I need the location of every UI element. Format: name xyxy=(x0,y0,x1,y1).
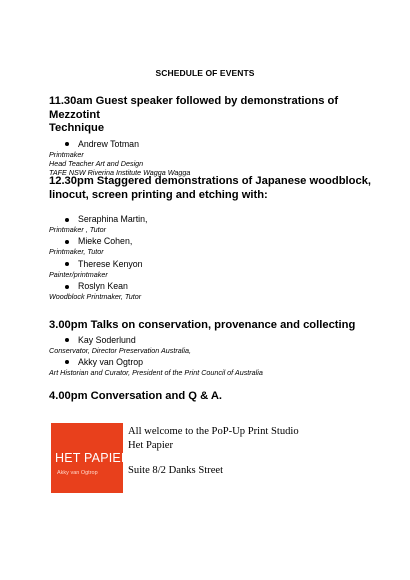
speaker-role: Woodblock Printmaker, Tutor xyxy=(49,292,142,302)
event-1230pm xyxy=(49,175,379,302)
speaker-bullet xyxy=(65,357,379,368)
speaker-name: Akky van Ogtrop xyxy=(78,356,144,367)
speaker-role: Conservator, Director Preservation Australia, xyxy=(49,345,191,355)
event-heading-line: linocut, screen printing and etching with: xyxy=(49,188,268,201)
event-300pm xyxy=(49,319,379,377)
bullet-dot-icon xyxy=(65,285,69,289)
speaker-bullet xyxy=(65,259,379,270)
speaker-bullet xyxy=(65,214,379,225)
event-heading xyxy=(49,175,379,202)
welcome-block xyxy=(128,425,388,478)
speaker-name: Roslyn Kean xyxy=(78,281,128,292)
page-title: SCHEDULE OF EVENTS xyxy=(155,68,255,78)
event-400pm xyxy=(49,390,379,404)
welcome-line: All welcome to the PoP-Up Print Studio xyxy=(128,426,299,437)
speaker-role: Printmaker , Tutor xyxy=(49,225,106,234)
het-papier-logo xyxy=(51,423,131,493)
event-heading-line: 4.00pm Conversation and Q & A. xyxy=(49,390,223,402)
speaker-role: Printmaker xyxy=(49,149,84,159)
speaker-bullet xyxy=(65,335,379,346)
speaker-name: Seraphina Martin, xyxy=(78,214,148,224)
bullet-dot-icon xyxy=(65,240,69,244)
welcome-address: Suite 8/2 Danks Street xyxy=(128,465,224,476)
speaker-name: Therese Kenyon xyxy=(78,258,143,269)
event-heading-line: Technique xyxy=(49,122,105,134)
speaker-role: Printmaker, Tutor xyxy=(49,247,104,257)
event-heading-line: 11.30am Guest speaker followed by demonstrations of Mezzotint xyxy=(49,95,339,121)
event-1130am xyxy=(49,95,379,178)
logo-wordmark: HET PAPIER xyxy=(55,451,131,465)
speaker-name: Mieke Cohen, xyxy=(78,236,133,247)
bullet-dot-icon xyxy=(65,142,69,146)
speaker-role: Painter/printmaker xyxy=(49,269,108,279)
speaker-role: TAFE NSW Riverina Institute Wagga Wagga xyxy=(49,168,191,178)
welcome-venue: Het Papier xyxy=(128,440,174,451)
speaker-bullet xyxy=(65,139,379,150)
bullet-dot-icon xyxy=(65,338,69,342)
speaker-role: Head Teacher Art and Design xyxy=(49,158,144,168)
logo-subtitle: Akky van Ogtrop xyxy=(57,470,98,476)
event-heading xyxy=(49,95,379,136)
speaker-role: Art Historian and Curator, President of the Print Council of Australia xyxy=(49,367,263,377)
event-heading xyxy=(49,390,379,404)
event-heading-line: 3.00pm Talks on conservation, provenance and collecting xyxy=(49,319,356,331)
speaker-bullet xyxy=(65,281,379,292)
bullet-dot-icon xyxy=(65,262,69,266)
bullet-dot-icon xyxy=(65,360,69,364)
speaker-name: Kay Soderlund xyxy=(78,334,136,345)
speaker-bullet xyxy=(65,236,379,247)
bullet-dot-icon xyxy=(65,218,69,222)
event-heading xyxy=(49,319,379,333)
speaker-name: Andrew Totman xyxy=(78,138,139,149)
event-heading-line: 12.30pm Staggered demonstrations of Japanese woodblock, xyxy=(49,175,372,187)
